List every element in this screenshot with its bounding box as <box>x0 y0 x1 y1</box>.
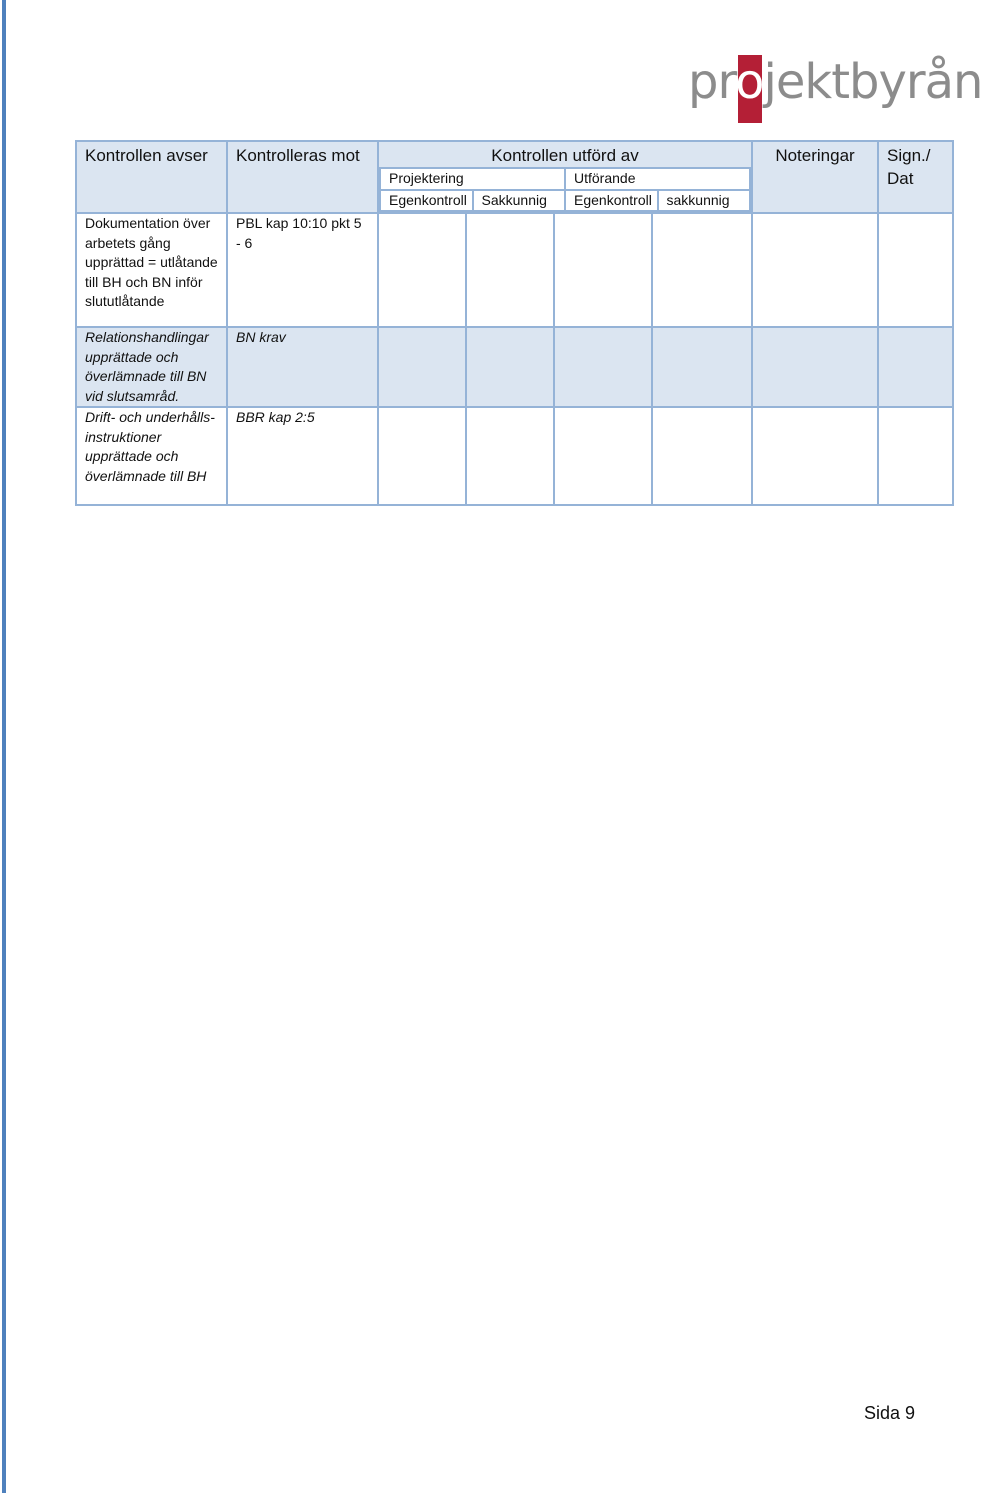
row-1-avser: Dokumentation över arbetets gång upprättad = utlåtande till BH och BN inför slututlåtande <box>76 213 227 327</box>
row-1-sign[interactable] <box>878 213 953 327</box>
row-3-sign[interactable] <box>878 407 953 505</box>
header-sub-egenkontroll-1: Egenkontroll <box>380 190 473 212</box>
row-1-noteringar[interactable] <box>752 213 878 327</box>
header-noteringar: Noteringar <box>752 141 878 213</box>
row-1-cell[interactable] <box>652 213 752 327</box>
table-header <box>76 141 953 213</box>
header-kontrollen-utford-av: Kontrollen utförd av <box>491 146 639 165</box>
row-3-cell[interactable] <box>466 407 554 505</box>
row-2-cell[interactable] <box>466 327 554 407</box>
header-utford-av-group <box>378 141 752 213</box>
table-row <box>76 407 953 505</box>
header-sub-sakkunnig-2: sakkunnig <box>658 190 751 212</box>
header-sign-dat: Sign./ Dat <box>878 141 953 213</box>
row-3-cell[interactable] <box>652 407 752 505</box>
row-2-avser: Relationshandlingar upprättade och överlämnade till BN vid slutsamråd. <box>76 327 227 407</box>
page-number: Sida 9 <box>864 1403 916 1423</box>
row-3-avser: Drift- och underhålls-instruktioner upprättade och överlämnade till BH <box>76 407 227 505</box>
row-2-cell[interactable] <box>554 327 652 407</box>
row-1-cell[interactable] <box>466 213 554 327</box>
row-3-mot: BBR kap 2:5 <box>227 407 378 505</box>
row-2-mot: BN krav <box>227 327 378 407</box>
row-2-sign[interactable] <box>878 327 953 407</box>
row-2-cell[interactable] <box>378 327 466 407</box>
row-2-cell[interactable] <box>652 327 752 407</box>
projektbyran-logo <box>688 52 982 126</box>
header-kontrollen-avser: Kontrollen avser <box>76 141 227 213</box>
row-3-cell[interactable] <box>378 407 466 505</box>
row-2-noteringar[interactable] <box>752 327 878 407</box>
row-3-noteringar[interactable] <box>752 407 878 505</box>
header-sub-egenkontroll-2: Egenkontroll <box>565 190 658 212</box>
table-row <box>76 327 953 407</box>
left-margin-rule <box>2 0 6 1493</box>
row-1-mot: PBL kap 10:10 pkt 5 - 6 <box>227 213 378 327</box>
header-sub-sakkunnig-1: Sakkunnig <box>473 190 566 212</box>
row-1-cell[interactable] <box>378 213 466 327</box>
row-1-cell[interactable] <box>554 213 652 327</box>
header-projektering: Projektering <box>380 168 565 190</box>
logo-wordmark: projektbyrån <box>688 54 982 110</box>
header-utforande: Utförande <box>565 168 750 190</box>
control-table <box>75 140 954 506</box>
header-kontrolleras-mot: Kontrolleras mot <box>227 141 378 213</box>
row-3-cell[interactable] <box>554 407 652 505</box>
table-row <box>76 213 953 327</box>
header-subtable <box>379 167 751 212</box>
